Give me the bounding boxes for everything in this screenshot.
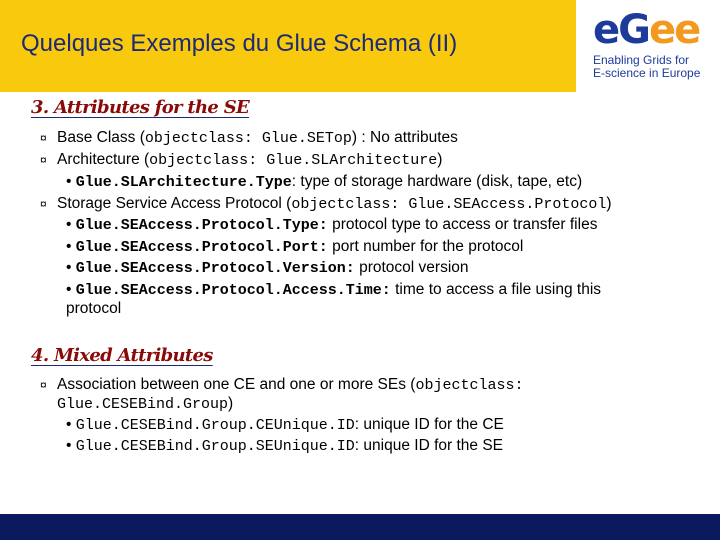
egee-logo [576, 0, 720, 92]
bullet-storage-service [40, 194, 612, 215]
code-text: Glue.SEAccess.Protocol.Port: [75, 239, 328, 256]
logo-wordmark [593, 8, 699, 52]
sub-bullet-se-unique-id [66, 436, 503, 457]
sub-bullet-desc: : unique ID for the CE [354, 416, 504, 433]
bullet-tail: ) [437, 151, 443, 168]
sub-marker: • [66, 416, 72, 433]
bullet-label: Association between one CE and one or more SEs ( [57, 376, 416, 393]
code-text: Glue.CESEBind.Group.CEUnique.ID [75, 417, 355, 434]
sub-bullet-ce-unique-id [66, 415, 504, 436]
sub-bullet-protocol-type [66, 215, 597, 236]
sub-bullet-wrap-text: protocol [66, 300, 122, 317]
logo-tagline-line: E-science in Europe [593, 66, 701, 80]
sub-bullet-desc: protocol version [354, 259, 469, 276]
bullet-tail: ) : No attributes [351, 129, 458, 146]
bullet-marker: ¤ [40, 153, 47, 167]
code-text: Glue.SEAccess.Protocol.Type: [75, 217, 328, 234]
sub-marker: • [66, 281, 72, 298]
code-text: objectclass: [415, 377, 524, 394]
sub-marker: • [66, 259, 72, 276]
page-title: Quelques Exemples du Glue Schema (II) [21, 30, 458, 57]
bullet-architecture [40, 150, 442, 171]
code-text: objectclass: Glue.SLArchitecture [149, 152, 438, 169]
sub-bullet-desc: : unique ID for the SE [354, 437, 503, 454]
sub-bullet-arch-type [66, 172, 582, 193]
code-text: objectclass: Glue.SETop [144, 130, 352, 147]
sub-bullet-protocol-access-time [66, 280, 601, 301]
bullet-base-class [40, 128, 458, 149]
code-text: Glue.SLArchitecture.Type [75, 174, 292, 191]
section-heading-se: 3. Attributes for the SE [31, 97, 250, 118]
code-text: Glue.CESEBind.Group [57, 396, 229, 413]
bullet-tail: ) [228, 395, 234, 412]
bullet-marker: ¤ [40, 197, 47, 211]
sub-marker: • [66, 437, 72, 454]
sub-marker: • [66, 238, 72, 255]
bullet-label: Base Class ( [57, 129, 145, 146]
sub-marker: • [66, 216, 72, 233]
bullet-marker: ¤ [40, 131, 47, 145]
title-bar [0, 0, 576, 92]
code-text: objectclass: Glue.SEAccess.Protocol [291, 196, 607, 213]
code-text: Glue.CESEBind.Group.SEUnique.ID [75, 438, 355, 455]
sub-marker: • [66, 173, 72, 190]
sub-bullet-protocol-port [66, 237, 523, 258]
sub-bullet-desc: protocol type to access or transfer files [327, 216, 598, 233]
bullet-tail: ) [606, 195, 612, 212]
logo-wordmark-part: eG [593, 7, 649, 53]
footer-bar [0, 514, 720, 540]
sub-bullet-protocol-version [66, 258, 469, 279]
code-text: Glue.SEAccess.Protocol.Access.Time: [75, 282, 391, 299]
sub-bullet-desc: time to access a file using this [390, 281, 602, 298]
section-heading-mixed: 4. Mixed Attributes [31, 345, 213, 366]
sub-bullet-desc: : type of storage hardware (disk, tape, etc) [291, 173, 583, 190]
logo-wordmark-part: ee [648, 7, 700, 53]
bullet-marker: ¤ [40, 378, 47, 392]
bullet-label: Architecture ( [57, 151, 150, 168]
sub-bullet-desc: port number for the protocol [327, 238, 524, 255]
bullet-label: Storage Service Access Protocol ( [57, 195, 292, 212]
code-text: Glue.SEAccess.Protocol.Version: [75, 260, 355, 277]
bullet-association [40, 375, 523, 396]
logo-tagline-line: Enabling Grids for [593, 53, 690, 67]
bullet-association-wrap [57, 394, 233, 415]
logo-tagline [593, 54, 700, 80]
